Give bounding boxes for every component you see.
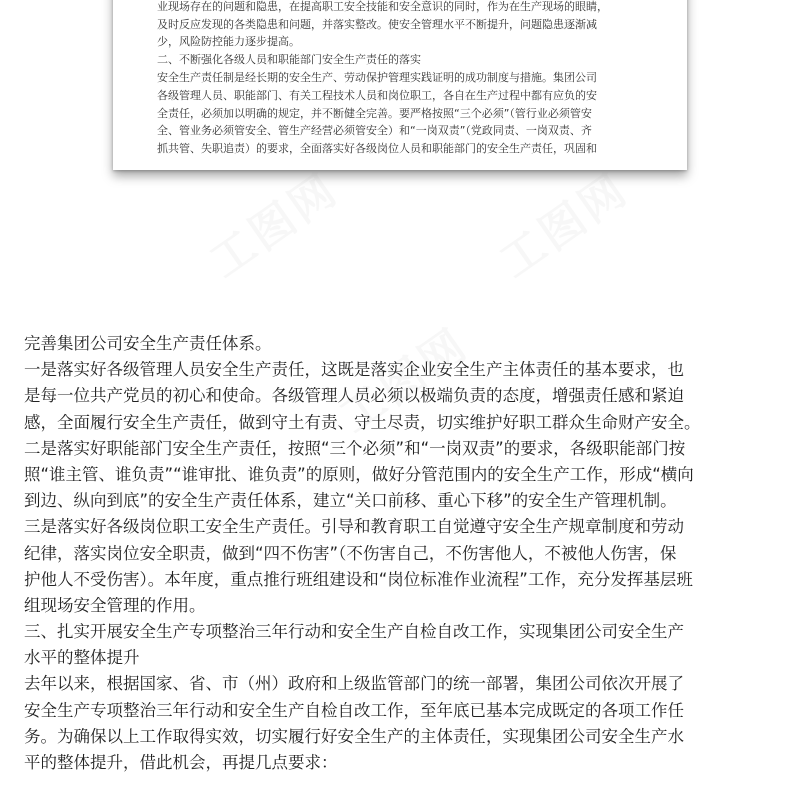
paragraph-line: 到边、纵向到底”的安全生产责任体系，建立“关口前移、重心下移”的安全生产管理机制。: [24, 491, 677, 511]
preview-line: 各级管理人员、职能部门、有关工程技术人员和岗位职工，各自在生产过程中都有应负的安: [157, 88, 597, 102]
section-heading: 三、扎实开展安全生产专项整治三年行动和安全生产自检自改工作，实现集团公司安全生产: [24, 622, 684, 642]
paragraph-line: 二是落实好职能部门安全生产责任，按照“三个必须”和“一岗双责”的要求，各级职能部门按: [24, 438, 686, 458]
page-preview-text: [157, 0, 647, 158]
document-page-preview: [113, 0, 687, 170]
section-heading: 水平的整体提升: [24, 648, 140, 668]
paragraph-line: 一是落实好各级管理人员安全生产责任，这既是落实企业安全生产主体责任的基本要求，也: [24, 360, 684, 380]
watermark-logo: 工图网: [200, 163, 349, 288]
paragraph-line: 护他人不受伤害）。本年度，重点推行班组建设和“岗位标准作业流程”工作，充分发挥基层班: [24, 569, 693, 589]
preview-line: 业现场存在的问题和隐患，在提高职工安全技能和安全意识的同时，作为在生产现场的眼睛，: [157, 0, 608, 13]
paragraph-line: 完善集团公司安全生产责任体系。: [24, 334, 272, 353]
preview-line: 安全生产责任制是经长期的安全生产、劳动保护管理实践证明的成功制度与措施。集团公司: [157, 70, 597, 84]
paragraph-line: 平的整体提升，借此机会，再提几点要求：: [24, 753, 338, 772]
preview-line: 抓共管、失职追责）的要求，全面落实好各级岗位人员和职能部门的安全生产责任，巩固和: [157, 142, 597, 156]
watermark-logo: 工图网: [330, 318, 479, 443]
preview-section-heading: 二、不断强化各级人员和职能部门安全生产责任的落实: [157, 53, 421, 67]
preview-line: 及时反应发现的各类隐患和问题，并落实整改。使安全管理水平不断提升，问题隐患逐渐减: [157, 17, 597, 31]
paragraph-line: 组现场安全管理的作用。: [24, 595, 206, 615]
document-body: [24, 331, 784, 776]
paragraph-line: 三是落实好各级岗位职工安全生产责任。引导和教育职工自觉遵守安全生产规章制度和劳动: [24, 517, 684, 537]
paragraph-line: 照“谁主管、谁负责”“谁审批、谁负责”的原则，做好分管范围内的安全生产工作，形成“横向: [24, 464, 694, 484]
preview-line: 全、管业务必须管安全、管生产经营必须管安全）和“一岗双责”（党政同责、一岗双责、齐: [157, 124, 592, 138]
watermark-logo: 工图网: [490, 163, 639, 288]
paragraph-line: 去年以来，根据国家、省、市（州）政府和上级监管部门的统一部署，集团公司依次开展了: [24, 674, 684, 694]
paragraph-line: 感，全面履行安全生产责任，做到守土有责、守土尽责，切实维护好职工群众生命财产安全。: [24, 412, 701, 432]
paragraph-line: 纪律，落实岗位安全职责，做到“四不伤害”（不伤害自己，不伤害他人，不被他人伤害，保: [24, 543, 677, 563]
paragraph-line: 是每一位共产党员的初心和使命。各级管理人员必须以极端负责的态度，增强责任感和紧迫: [24, 386, 684, 406]
paragraph-line: 安全生产专项整治三年行动和安全生产自检自改工作，至年底已基本完成既定的各项工作任: [24, 700, 684, 720]
paragraph-line: 务。为确保以上工作取得实效，切实履行好安全生产的主体责任，实现集团公司安全生产水: [24, 726, 684, 746]
preview-line: 全责任，必须加以明确的规定，并不断健全完善。要严格按照“三个必须”（管行业必须管安: [157, 106, 592, 120]
preview-line: 少，风险防控能力逐步提高。: [157, 35, 300, 49]
